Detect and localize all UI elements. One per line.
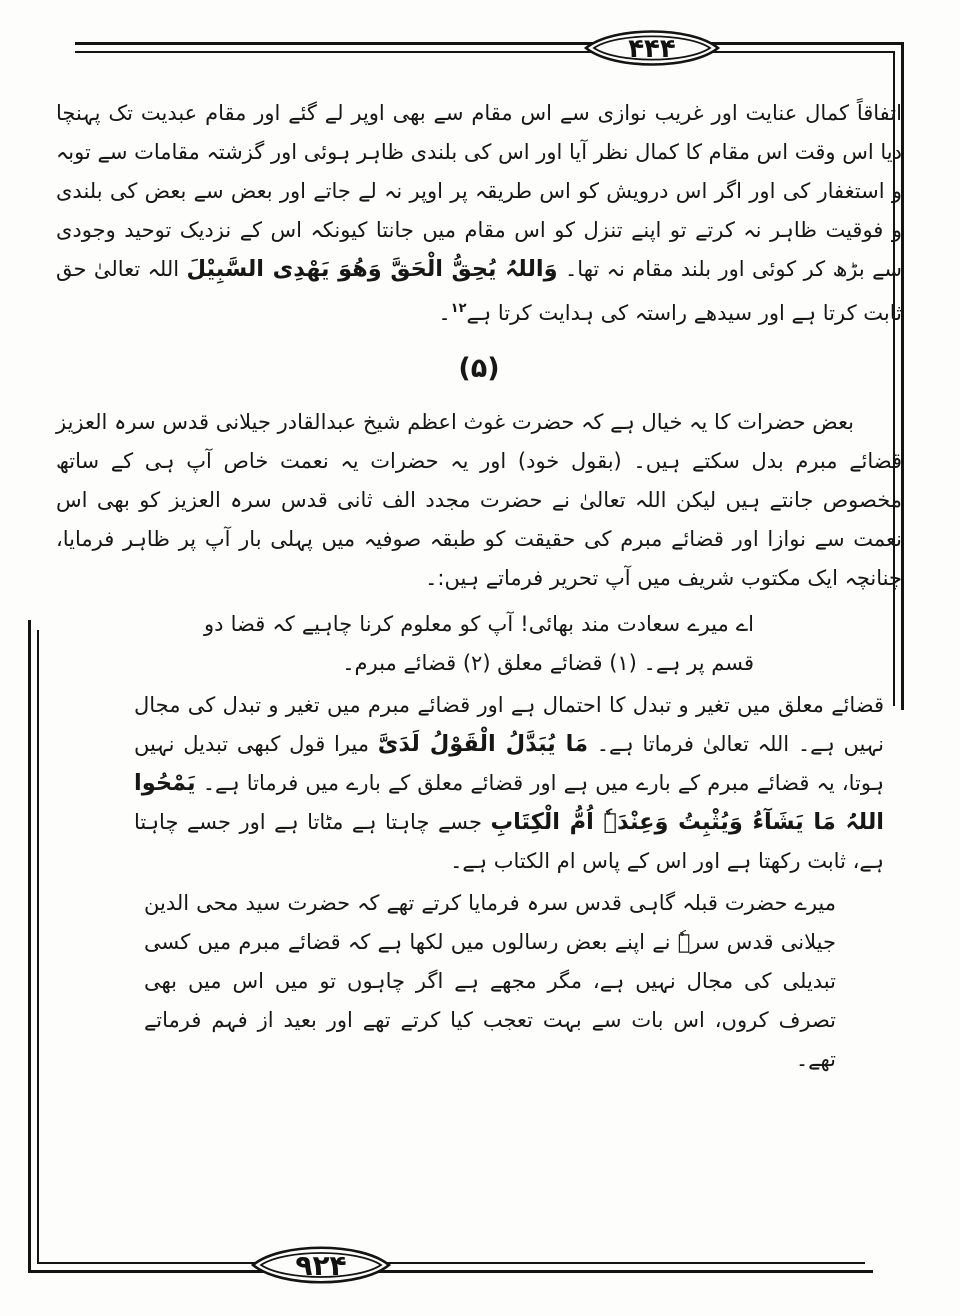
- page-number-cartouche-top: [583, 23, 721, 77]
- urdu-text: بعض حضرات کا یہ خیال ہے کہ حضرت غوث اعظم شیخ عبدالقادر جیلانی قدس سرہ العزیز قضائے مبرم بدل سکتے ہیں۔ (بقول خود) اور یہ حضرات یہ نعمت خاص آپ ہی کے ساتھ مخصوص جانتے ہیں لیکن اللہ تعالیٰ نے حضرت مجدد الف ثانی قدس سرہ العزیز کو بھی اس نعمت سے نوازا اور قضائے مبرم کی حقیقت کو طبقہ صوفیہ میں پہلی بار آپ پر ظاہر فرمایا، چنانچہ ایک مکتوب شریف میں آپ تحریر فرماتے ہیں:۔: [56, 410, 902, 590]
- footnote-ref: ۱۲: [450, 301, 467, 316]
- urdu-text: اے میرے سعادت مند بھائی! آپ کو معلوم کرنا چاہیے کہ قضا دو قسم پر ہے۔ (۱) قضائے معلق (۲) قضائے مبرم۔: [204, 612, 754, 675]
- urdu-text: ۔: [438, 301, 451, 325]
- urdu-text: قضائے معلق میں تغیر و تبدل کا احتمال ہے اور قضائے مبرم میں تغیر و تبدل کی مجال نہیں ہے۔ اللہ تعالیٰ فرماتا ہے۔: [134, 693, 884, 756]
- urdu-text: میرا قول کبھی تبدیل نہیں ہوتا، یہ قضائے مبرم کے بارے میں ہے اور قضائے معلق کے بارے میں فرماتا ہے۔: [134, 732, 884, 795]
- quran-quote: وَاللہُ یُحِقُّ الْحَقَّ وَهُوَ یَهْدِی السَّبِیْلَ: [186, 256, 558, 282]
- top-page-number: ۴۴۴: [628, 34, 676, 64]
- section-number: (۵): [458, 353, 500, 384]
- cartouche-ornament-icon: [583, 23, 721, 73]
- paragraph-qaza-claim: [56, 403, 902, 598]
- paragraph-concluding: [144, 884, 836, 1079]
- urdu-text: اللہ تعالیٰ حق ثابت کرتا ہے اور سیدھے راستہ کی ہدایت کرتا ہے: [56, 257, 902, 325]
- cartouche-ornament-icon: [250, 1239, 392, 1291]
- frame-top-line-inner: [75, 51, 895, 53]
- urdu-text: اتفاقاً کمال عنایت اور غریب نوازی سے اس مقام سے بھی اوپر لے گئے اور مقام عبدیت تک پہنچا دیا اس وقت اس مقام کا کمال نظر آیا اور اس کی بلندی ظاہر ہوئی اور گزشتہ مقامات سے توبہ و استغفار کی اور اگر اس درویش کو اس طریقہ پر اوپر نہ لے جاتے اور بعض سے بعض کی بلندی و فوقیت ظاہر نہ کرتے تو اپنے تنزل کو اس مقام میں جانتا کیونکہ اس کے نزدیک توحید وجودی سے بڑھ کر کوئی اور بلند مقام نہ تھا۔: [56, 101, 902, 281]
- page-number-cartouche-bottom: [250, 1239, 392, 1295]
- urdu-text: جسے چاہتا ہے مٹاتا ہے اور جسے چاہتا ہے، ثابت رکھتا ہے اور اس کے پاس ام الکتاب ہے۔: [134, 810, 884, 873]
- paragraph-qaza-explanation: [134, 686, 884, 881]
- frame-bottom-line-inner: [37, 1262, 865, 1264]
- frame-left-line-outer: [28, 620, 31, 1273]
- frame-left-line-inner: [37, 630, 39, 1264]
- frame-bottom-line-outer: [28, 1270, 873, 1273]
- quran-quote: مَا یُبَدَّلُ الْقَوْلُ لَدَیَّ: [377, 731, 589, 757]
- urdu-text: میرے حضرت قبلہ گاہی قدس سرہ فرمایا کرتے تھے کہ حضرت سید محی الدین جیلانی قدس سرہٗ نے اپنے بعض رسالوں میں لکھا ہے کہ قضائے مبرم میں کسی تبدیلی کی مجال نہیں ہے، مگر مجھے ہے اگر چاہوں تو میں اس میں بھی تصرف کروں، اس بات سے بہت تعجب کیا کرتے تھے اور بعید از فہم فرماتے تھے۔: [144, 891, 836, 1071]
- paragraph-letter-quote: [204, 605, 754, 683]
- paragraph-continuation: [56, 94, 902, 333]
- bottom-page-number: ۹۲۴: [295, 1249, 347, 1282]
- page-body-text: [56, 94, 902, 1082]
- quran-quote: یَمْحُوا اللہُ مَا یَشَآءُ وَیُثْبِتُ وَعِنْدَہٗ اُمُّ الْکِتَابِ: [134, 770, 884, 835]
- frame-top-line-outer: [75, 42, 904, 45]
